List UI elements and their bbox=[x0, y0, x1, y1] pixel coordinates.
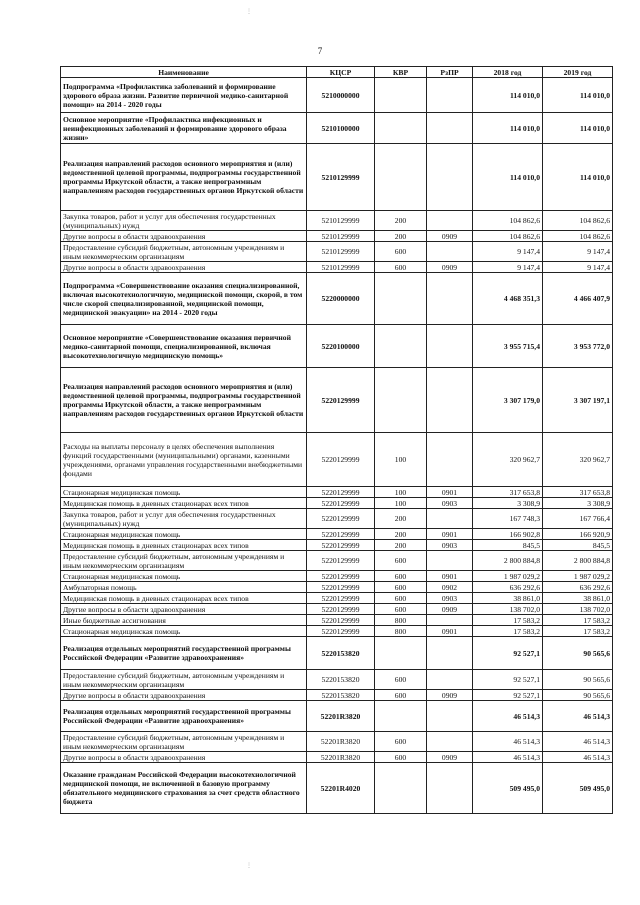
table-row bbox=[61, 242, 613, 262]
cell-name: Закупка товаров, работ и услуг для обеспечения государственных (муниципальных) нужд bbox=[61, 211, 307, 231]
budget-table bbox=[60, 66, 613, 814]
cell-2018: 92 527,1 bbox=[473, 690, 543, 701]
cell-kvr: 600 bbox=[375, 242, 427, 262]
cell-2018: 509 495,0 bbox=[473, 763, 543, 814]
cell-2018: 167 748,3 bbox=[473, 509, 543, 529]
cell-kvr bbox=[375, 325, 427, 368]
cell-name: Другие вопросы в области здравоохранения bbox=[61, 262, 307, 273]
table-row bbox=[61, 113, 613, 144]
cell-kvr: 600 bbox=[375, 582, 427, 593]
cell-2019: 636 292,6 bbox=[543, 582, 613, 593]
table-row bbox=[61, 498, 613, 509]
cell-kcsr: 5220153820 bbox=[307, 690, 375, 701]
cell-kcsr: 5210129999 bbox=[307, 242, 375, 262]
cell-kvr: 100 bbox=[375, 487, 427, 498]
cell-kcsr: 5220100000 bbox=[307, 325, 375, 368]
cell-kcsr: 5220129999 bbox=[307, 540, 375, 551]
cell-rzpr: 0902 bbox=[427, 582, 473, 593]
table-row bbox=[61, 571, 613, 582]
table-row bbox=[61, 325, 613, 368]
cell-kcsr: 52201R3820 bbox=[307, 701, 375, 732]
cell-kcsr: 5210000000 bbox=[307, 78, 375, 113]
cell-name: Реализация отдельных мероприятий государственной программы Российской Федерации «Развитие здравоохранения» bbox=[61, 701, 307, 732]
cell-kvr: 100 bbox=[375, 498, 427, 509]
cell-name: Предоставление субсидий бюджетным, автономным учреждениям и иным некоммерческим организациям bbox=[61, 551, 307, 571]
table-row bbox=[61, 732, 613, 752]
cell-kcsr: 5220129999 bbox=[307, 498, 375, 509]
cell-rzpr: 0909 bbox=[427, 604, 473, 615]
cell-2018: 9 147,4 bbox=[473, 242, 543, 262]
cell-2019: 104 862,6 bbox=[543, 231, 613, 242]
cell-kcsr: 5220129999 bbox=[307, 626, 375, 637]
cell-kvr: 600 bbox=[375, 571, 427, 582]
cell-name: Другие вопросы в области здравоохранения bbox=[61, 690, 307, 701]
cell-name: Медицинская помощь в дневных стационарах всех типов bbox=[61, 593, 307, 604]
cell-name: Оказание гражданам Российской Федерации высокотехнологичной медицинской помощи, не включенной в базовую программу обязательного медицинского страхования за счет средств областного бюджета bbox=[61, 763, 307, 814]
cell-name: Реализация отдельных мероприятий государственной программы Российской Федерации «Развитие здравоохранения» bbox=[61, 637, 307, 670]
cell-rzpr: 0903 bbox=[427, 593, 473, 604]
cell-name: Закупка товаров, работ и услуг для обеспечения государственных (муниципальных) нужд bbox=[61, 509, 307, 529]
cell-kvr bbox=[375, 113, 427, 144]
cell-kvr: 800 bbox=[375, 626, 427, 637]
cell-rzpr bbox=[427, 433, 473, 487]
cell-name: Медицинская помощь в дневных стационарах всех типов bbox=[61, 540, 307, 551]
cell-name: Основное мероприятие «Профилактика инфекционных и неинфекционных заболеваний и формирование здорового образа жизни» bbox=[61, 113, 307, 144]
table-row bbox=[61, 529, 613, 540]
cell-2019: 3 953 772,0 bbox=[543, 325, 613, 368]
cell-kcsr: 5210129999 bbox=[307, 231, 375, 242]
cell-name: Расходы на выплаты персоналу в целях обеспечения выполнения функций государственными (муниципальными) органами, казенными учреждениями, органами управления государственными внебюджетными фондами bbox=[61, 433, 307, 487]
cell-kcsr: 5220129999 bbox=[307, 368, 375, 433]
cell-kvr: 600 bbox=[375, 551, 427, 571]
cell-2018: 138 702,0 bbox=[473, 604, 543, 615]
cell-rzpr bbox=[427, 670, 473, 690]
cell-2019: 114 010,0 bbox=[543, 78, 613, 113]
cell-rzpr: 0901 bbox=[427, 529, 473, 540]
cell-2019: 114 010,0 bbox=[543, 113, 613, 144]
cell-2018: 2 800 884,8 bbox=[473, 551, 543, 571]
cell-rzpr: 0909 bbox=[427, 690, 473, 701]
cell-rzpr: 0901 bbox=[427, 487, 473, 498]
table-row bbox=[61, 551, 613, 571]
cell-2018: 92 527,1 bbox=[473, 637, 543, 670]
cell-2018: 9 147,4 bbox=[473, 262, 543, 273]
cell-2018: 104 862,6 bbox=[473, 211, 543, 231]
cell-2018: 3 308,9 bbox=[473, 498, 543, 509]
cell-kvr: 200 bbox=[375, 509, 427, 529]
cell-2018: 46 514,3 bbox=[473, 701, 543, 732]
cell-name: Амбулаторная помощь bbox=[61, 582, 307, 593]
cell-2019: 166 920,9 bbox=[543, 529, 613, 540]
cell-kvr: 600 bbox=[375, 690, 427, 701]
scan-artifact-bottom: ⋮ bbox=[246, 863, 252, 869]
cell-kcsr: 5220129999 bbox=[307, 615, 375, 626]
cell-2019: 2 800 884,8 bbox=[543, 551, 613, 571]
cell-2019: 90 565,6 bbox=[543, 690, 613, 701]
cell-2019: 3 308,9 bbox=[543, 498, 613, 509]
table-row bbox=[61, 626, 613, 637]
cell-rzpr bbox=[427, 732, 473, 752]
cell-rzpr bbox=[427, 637, 473, 670]
cell-2018: 114 010,0 bbox=[473, 113, 543, 144]
cell-2018: 636 292,6 bbox=[473, 582, 543, 593]
cell-rzpr bbox=[427, 701, 473, 732]
cell-kvr bbox=[375, 78, 427, 113]
cell-2019: 90 565,6 bbox=[543, 670, 613, 690]
cell-name: Иные бюджетные ассигнования bbox=[61, 615, 307, 626]
table-row bbox=[61, 144, 613, 211]
table-row bbox=[61, 78, 613, 113]
cell-rzpr bbox=[427, 368, 473, 433]
cell-kcsr: 5220129999 bbox=[307, 582, 375, 593]
table-row bbox=[61, 670, 613, 690]
cell-kvr bbox=[375, 701, 427, 732]
cell-name: Реализация направлений расходов основного мероприятия и (или) ведомственной целевой программы, подпрограммы государственной программы Иркутской области, а также непрограммным направлениям расходов государственных органов Иркутской области bbox=[61, 144, 307, 211]
cell-rzpr bbox=[427, 242, 473, 262]
table-row bbox=[61, 752, 613, 763]
cell-2019: 104 862,6 bbox=[543, 211, 613, 231]
cell-2019: 138 702,0 bbox=[543, 604, 613, 615]
cell-name: Подпрограмма «Совершенствование оказания специализированной, включая высокотехнологичную, медицинской помощи, скорой, в том числе скорой специализированной, медицинской помощи, медицинской эвакуации» на 2014 - 2020 годы bbox=[61, 273, 307, 325]
cell-rzpr bbox=[427, 211, 473, 231]
cell-2018: 17 583,2 bbox=[473, 615, 543, 626]
page-number: 7 bbox=[317, 46, 323, 56]
table-row bbox=[61, 487, 613, 498]
cell-kcsr: 5220129999 bbox=[307, 487, 375, 498]
cell-2018: 166 902,8 bbox=[473, 529, 543, 540]
cell-2019: 9 147,4 bbox=[543, 262, 613, 273]
cell-name: Другие вопросы в области здравоохранения bbox=[61, 752, 307, 763]
cell-kcsr: 5220129999 bbox=[307, 551, 375, 571]
table-row bbox=[61, 604, 613, 615]
cell-2018: 92 527,1 bbox=[473, 670, 543, 690]
header-2019: 2019 год bbox=[543, 67, 613, 78]
cell-2018: 114 010,0 bbox=[473, 144, 543, 211]
cell-kvr bbox=[375, 368, 427, 433]
table-row bbox=[61, 262, 613, 273]
cell-2018: 845,5 bbox=[473, 540, 543, 551]
cell-kvr: 600 bbox=[375, 262, 427, 273]
cell-kvr bbox=[375, 763, 427, 814]
cell-kvr: 200 bbox=[375, 529, 427, 540]
cell-kvr: 600 bbox=[375, 732, 427, 752]
cell-name: Предоставление субсидий бюджетным, автономным учреждениям и иным некоммерческим организациям bbox=[61, 670, 307, 690]
table-row bbox=[61, 433, 613, 487]
cell-kcsr: 5210100000 bbox=[307, 113, 375, 144]
table-row bbox=[61, 509, 613, 529]
header-2018: 2018 год bbox=[473, 67, 543, 78]
cell-2019: 320 962,7 bbox=[543, 433, 613, 487]
cell-kvr bbox=[375, 273, 427, 325]
table-row bbox=[61, 763, 613, 814]
cell-kcsr: 5220129999 bbox=[307, 593, 375, 604]
cell-kvr: 100 bbox=[375, 433, 427, 487]
cell-kcsr: 5220129999 bbox=[307, 433, 375, 487]
cell-2019: 114 010,0 bbox=[543, 144, 613, 211]
cell-rzpr: 0909 bbox=[427, 752, 473, 763]
cell-rzpr bbox=[427, 273, 473, 325]
cell-kvr: 200 bbox=[375, 211, 427, 231]
table-row bbox=[61, 582, 613, 593]
cell-name: Предоставление субсидий бюджетным, автономным учреждениям и иным некоммерческим организациям bbox=[61, 732, 307, 752]
cell-kcsr: 5220129999 bbox=[307, 604, 375, 615]
cell-2019: 4 466 407,9 bbox=[543, 273, 613, 325]
cell-2018: 114 010,0 bbox=[473, 78, 543, 113]
cell-name: Реализация направлений расходов основного мероприятия и (или) ведомственной целевой программы, подпрограммы государственной программы Иркутской области, а также непрограммным направлениям расходов государственных органов Иркутской области bbox=[61, 368, 307, 433]
cell-kvr: 200 bbox=[375, 231, 427, 242]
cell-rzpr bbox=[427, 509, 473, 529]
cell-2018: 320 962,7 bbox=[473, 433, 543, 487]
cell-kcsr: 5220129999 bbox=[307, 509, 375, 529]
table-row bbox=[61, 593, 613, 604]
cell-2019: 1 987 029,2 bbox=[543, 571, 613, 582]
table-row bbox=[61, 273, 613, 325]
cell-kvr: 600 bbox=[375, 604, 427, 615]
cell-2019: 3 307 197,1 bbox=[543, 368, 613, 433]
header-row bbox=[61, 67, 613, 78]
table-row bbox=[61, 701, 613, 732]
cell-2018: 46 514,3 bbox=[473, 752, 543, 763]
cell-rzpr bbox=[427, 113, 473, 144]
cell-kcsr: 5210129999 bbox=[307, 262, 375, 273]
cell-2018: 38 861,0 bbox=[473, 593, 543, 604]
cell-2019: 90 565,6 bbox=[543, 637, 613, 670]
cell-name: Подпрограмма «Профилактика заболеваний и формирование здорового образа жизни. Развитие первичной медико-санитарной помощи» на 2014 - 2020 годы bbox=[61, 78, 307, 113]
cell-kcsr: 52201R4020 bbox=[307, 763, 375, 814]
cell-2018: 1 987 029,2 bbox=[473, 571, 543, 582]
cell-2019: 509 495,0 bbox=[543, 763, 613, 814]
header-rzpr: РзПР bbox=[427, 67, 473, 78]
table-row bbox=[61, 368, 613, 433]
cell-kcsr: 5210129999 bbox=[307, 144, 375, 211]
cell-2018: 46 514,3 bbox=[473, 732, 543, 752]
cell-rzpr: 0901 bbox=[427, 626, 473, 637]
cell-kcsr: 5220000000 bbox=[307, 273, 375, 325]
cell-rzpr: 0903 bbox=[427, 540, 473, 551]
cell-2019: 46 514,3 bbox=[543, 732, 613, 752]
cell-kcsr: 5210129999 bbox=[307, 211, 375, 231]
cell-kvr: 600 bbox=[375, 752, 427, 763]
cell-name: Основное мероприятие «Совершенствование оказания первичной медико-санитарной помощи, специализированной, включая высокотехнологичную медицинскую помощь» bbox=[61, 325, 307, 368]
cell-rzpr bbox=[427, 78, 473, 113]
header-name: Наименование bbox=[61, 67, 307, 78]
cell-kvr: 600 bbox=[375, 670, 427, 690]
table-row bbox=[61, 637, 613, 670]
cell-rzpr bbox=[427, 763, 473, 814]
cell-name: Стационарная медицинская помощь bbox=[61, 626, 307, 637]
cell-kvr bbox=[375, 144, 427, 211]
cell-kvr: 200 bbox=[375, 540, 427, 551]
cell-name: Стационарная медицинская помощь bbox=[61, 571, 307, 582]
table-row bbox=[61, 615, 613, 626]
cell-kvr bbox=[375, 637, 427, 670]
cell-2018: 317 653,8 bbox=[473, 487, 543, 498]
cell-rzpr: 0909 bbox=[427, 231, 473, 242]
cell-2019: 317 653,8 bbox=[543, 487, 613, 498]
scan-artifact-top: ⋮ bbox=[246, 9, 252, 15]
cell-2019: 845,5 bbox=[543, 540, 613, 551]
cell-name: Другие вопросы в области здравоохранения bbox=[61, 604, 307, 615]
cell-name: Стационарная медицинская помощь bbox=[61, 487, 307, 498]
cell-2018: 104 862,6 bbox=[473, 231, 543, 242]
table-body bbox=[61, 78, 613, 814]
header-kcsr: КЦСР bbox=[307, 67, 375, 78]
cell-rzpr bbox=[427, 615, 473, 626]
header-kvr: КВР bbox=[375, 67, 427, 78]
cell-2019: 17 583,2 bbox=[543, 626, 613, 637]
table-row bbox=[61, 540, 613, 551]
cell-kcsr: 52201R3820 bbox=[307, 732, 375, 752]
cell-2019: 46 514,3 bbox=[543, 701, 613, 732]
cell-2019: 167 766,4 bbox=[543, 509, 613, 529]
table-row bbox=[61, 231, 613, 242]
cell-2019: 46 514,3 bbox=[543, 752, 613, 763]
cell-kcsr: 5220153820 bbox=[307, 637, 375, 670]
cell-rzpr: 0909 bbox=[427, 262, 473, 273]
cell-rzpr bbox=[427, 144, 473, 211]
cell-rzpr: 0903 bbox=[427, 498, 473, 509]
cell-kcsr: 5220153820 bbox=[307, 670, 375, 690]
cell-kvr: 800 bbox=[375, 615, 427, 626]
cell-2018: 4 468 351,3 bbox=[473, 273, 543, 325]
cell-2018: 17 583,2 bbox=[473, 626, 543, 637]
table-row bbox=[61, 211, 613, 231]
cell-name: Медицинская помощь в дневных стационарах всех типов bbox=[61, 498, 307, 509]
cell-2018: 3 955 715,4 bbox=[473, 325, 543, 368]
cell-kcsr: 52201R3820 bbox=[307, 752, 375, 763]
cell-2019: 9 147,4 bbox=[543, 242, 613, 262]
cell-rzpr bbox=[427, 325, 473, 368]
cell-2019: 38 861,0 bbox=[543, 593, 613, 604]
cell-rzpr bbox=[427, 551, 473, 571]
cell-rzpr: 0901 bbox=[427, 571, 473, 582]
cell-2018: 3 307 179,0 bbox=[473, 368, 543, 433]
cell-kvr: 600 bbox=[375, 593, 427, 604]
table-row bbox=[61, 690, 613, 701]
cell-name: Стационарная медицинская помощь bbox=[61, 529, 307, 540]
cell-name: Другие вопросы в области здравоохранения bbox=[61, 231, 307, 242]
cell-kcsr: 5220129999 bbox=[307, 529, 375, 540]
cell-kcsr: 5220129999 bbox=[307, 571, 375, 582]
cell-name: Предоставление субсидий бюджетным, автономным учреждениям и иным некоммерческим организациям bbox=[61, 242, 307, 262]
cell-2019: 17 583,2 bbox=[543, 615, 613, 626]
